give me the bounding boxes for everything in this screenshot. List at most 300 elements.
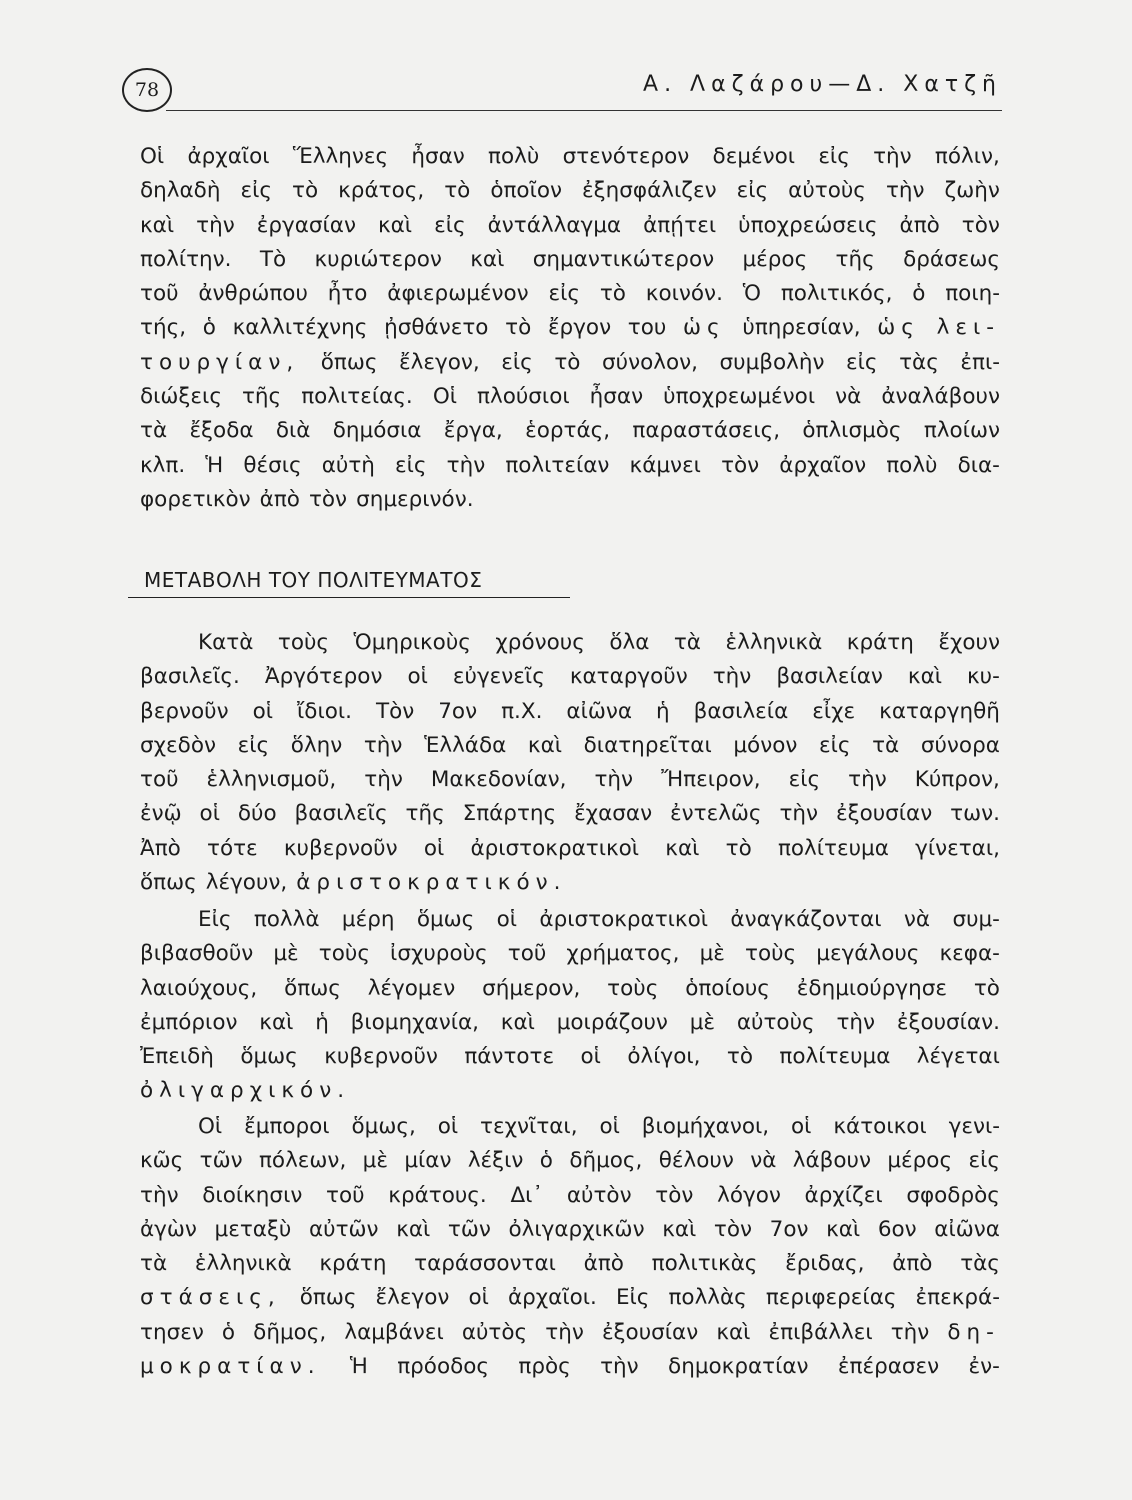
word: ὁ	[912, 281, 926, 307]
word: οἱ	[407, 664, 428, 690]
word: κυβερνοῦν	[324, 1044, 438, 1070]
word: ἦσαν	[411, 144, 465, 169]
word: μεταξὺ	[214, 1216, 292, 1242]
word: μοκρατίαν.	[140, 1354, 321, 1380]
paragraph-2	[140, 626, 1000, 900]
running-head: Α. Λαζάρου—Δ. Χατζῆ	[643, 72, 1002, 97]
word: ἡ	[656, 698, 670, 724]
word: τὴν	[196, 212, 235, 238]
word: πολλὰς	[668, 1285, 747, 1311]
word: σήμερον,	[482, 975, 581, 1001]
word: ἔλεγον	[375, 1285, 450, 1311]
word: ἀπὸ	[583, 1251, 624, 1277]
word: ὁ	[221, 1319, 236, 1345]
word: Οἱ	[198, 1114, 223, 1139]
word: βιομηχανία,	[350, 1009, 479, 1035]
word: τοὺς	[318, 941, 370, 967]
word: βιβασθοῦν	[140, 941, 254, 967]
text-line	[140, 1040, 1000, 1074]
word: νὰ	[835, 384, 862, 410]
word: πλούσιοι	[477, 384, 570, 410]
word: μίαν	[404, 1148, 452, 1174]
word: ἐπεκρά-	[915, 1285, 1000, 1311]
word: Σπάρτης	[462, 801, 557, 827]
word: ἰσχυροὺς	[390, 941, 488, 967]
word: εἰς	[395, 452, 427, 478]
word: ἑλληνικὰ	[725, 630, 823, 655]
word: εἰς	[788, 767, 821, 793]
word: ἀριστοκρατικόν.	[296, 870, 567, 896]
word: καὶ	[662, 1216, 697, 1242]
word: Ἀπὸ	[140, 835, 181, 861]
word: κάμνει	[629, 452, 701, 478]
word: ἐμπόριον	[140, 1009, 238, 1035]
word: κυ-	[967, 664, 1000, 690]
word: καὶ	[500, 1009, 535, 1035]
word: ἦτο	[327, 281, 368, 307]
word: Ἡ	[349, 1354, 368, 1380]
word: ὁποίους	[685, 975, 770, 1001]
page-number: 78	[122, 68, 172, 112]
word: πρὸς	[518, 1354, 571, 1380]
word: εὐγενεῖς	[452, 664, 545, 690]
text-line	[140, 1110, 1000, 1144]
text-line	[140, 380, 1000, 414]
word: π.Χ.	[501, 698, 543, 724]
word: τὸ	[505, 315, 532, 341]
paragraph-3	[140, 903, 1000, 1109]
word: κράτος,	[338, 178, 425, 204]
word: ἀπῄτει	[643, 212, 717, 238]
word: οἱ	[437, 1114, 459, 1139]
page-header	[122, 66, 1002, 112]
paragraph-4	[140, 1110, 1000, 1384]
word: καὶ	[527, 732, 563, 758]
word: χρήματος,	[566, 941, 680, 967]
word: δύο	[237, 801, 277, 827]
word: αὐτὴ	[321, 452, 375, 478]
word: ἀριστοκρατικοὶ	[470, 835, 640, 861]
word: ἀναγκάζονται	[730, 907, 882, 932]
word: ἴδιοι.	[297, 698, 352, 724]
word: ἀρχίζει	[804, 1182, 883, 1208]
word: τὴν	[545, 1319, 584, 1345]
word: τοῦ	[140, 281, 179, 307]
word: ὡς	[683, 315, 726, 341]
word: μὲ	[699, 941, 725, 967]
word: πολιτείαν	[505, 452, 610, 478]
word: τὴν	[600, 1354, 639, 1380]
word: καὶ	[259, 1009, 294, 1035]
word: ὅπως	[320, 349, 378, 375]
word: μεγάλους	[816, 941, 920, 967]
word: στενότερον	[562, 144, 690, 169]
word: μόνον	[733, 732, 798, 758]
word: ἀγὼν	[140, 1216, 197, 1242]
word: τὸ	[292, 178, 319, 204]
word: καὶ	[377, 212, 413, 238]
word: θέλουν	[658, 1148, 734, 1174]
word: ἐργασίαν	[256, 212, 356, 238]
word: καταργηθῆ	[879, 698, 1000, 724]
word: καὶ	[665, 835, 700, 861]
word: λει-	[936, 315, 1000, 341]
word: τὰ	[140, 418, 168, 444]
word: τότε	[207, 835, 258, 861]
paragraph-1	[140, 140, 1000, 517]
word: αἰῶνα	[934, 1216, 1000, 1242]
word: εἰς	[818, 144, 850, 169]
word: συμ-	[952, 907, 1000, 932]
text-line	[140, 1247, 1000, 1281]
word: τησεν	[140, 1319, 204, 1345]
word: βιομήχανοι,	[641, 1114, 770, 1139]
word: του	[627, 315, 667, 341]
word: ἐξουσίαν.	[896, 1009, 1000, 1035]
word: ταράσσονται	[414, 1251, 556, 1277]
word: Ἐπειδὴ	[140, 1044, 214, 1070]
word: ἔξοδα	[189, 418, 254, 444]
word: τουργίαν,	[140, 349, 300, 375]
word: τὴν	[873, 144, 912, 169]
word: τῶν	[447, 1216, 491, 1242]
word: ὁποῖον	[490, 178, 563, 204]
text-line	[140, 243, 1000, 277]
word: πρόοδος	[397, 1354, 490, 1380]
word: κῶς	[140, 1148, 184, 1174]
word: τὸ	[444, 178, 471, 204]
word: βασιλείαν	[776, 664, 883, 690]
word: ὅπως	[140, 870, 197, 896]
word: ἐπι-	[960, 349, 1000, 375]
word: ἀνθρώπου	[198, 281, 308, 307]
word: εἰς	[736, 178, 769, 204]
text-line	[140, 1281, 1000, 1315]
word: ὅπως	[299, 1285, 357, 1311]
word: τὴν	[712, 664, 752, 690]
word: ὁ	[202, 315, 216, 341]
text-line	[140, 626, 1000, 660]
word: τὸ	[599, 281, 626, 307]
word: τὴν	[848, 767, 887, 793]
word: Κύπρον,	[914, 767, 1000, 793]
word: τῶν	[199, 1148, 243, 1174]
word: ἐνῷ	[140, 801, 182, 827]
word: σύνορα	[920, 732, 1000, 758]
word: τὴν	[779, 801, 819, 827]
word: πόλιν,	[934, 144, 1000, 169]
word: συμβολὴν	[719, 349, 825, 375]
text-line	[140, 866, 1000, 900]
word: βασιλεῖς	[294, 801, 388, 827]
header-rule	[166, 110, 1002, 111]
word: τὴν	[594, 767, 634, 793]
word: 6ον	[877, 1216, 917, 1242]
word: λέξιν	[467, 1148, 524, 1174]
word: τὸν	[308, 486, 348, 512]
word: θέσις	[243, 452, 302, 478]
word: οἱ	[199, 801, 220, 827]
text-line	[140, 174, 1000, 208]
text-line	[140, 1074, 1000, 1108]
word: καλλιτέχνης	[232, 315, 368, 341]
word: ἑορτάς,	[525, 418, 611, 444]
word: εἰς	[846, 349, 878, 375]
word: ἐδημιούργησε	[796, 975, 947, 1001]
section-heading: ΜΕΤΑΒΟΛΗ ΤΟΥ ΠΟΛΙΤΕΥΜΑΤΟΣ	[144, 568, 483, 592]
word: ποιη-	[945, 281, 1000, 307]
word: κράτη	[319, 1251, 387, 1277]
word: κοινόν.	[645, 281, 723, 307]
word: οἱ	[580, 1044, 601, 1070]
text-line	[140, 311, 1000, 345]
word: ὁπλισμὸς	[802, 418, 902, 444]
word: Οἱ	[140, 144, 165, 169]
word: τὰ	[673, 630, 701, 655]
word: ἑλληνικὰ	[194, 1251, 292, 1277]
word: βασιλεία	[693, 698, 789, 724]
word: δηλαδὴ	[140, 178, 221, 204]
word: ἔλεγον,	[399, 349, 480, 375]
text-line	[140, 695, 1000, 729]
word: τῆς	[835, 246, 875, 272]
word: Ὁμηρικοὺς	[353, 630, 471, 655]
word: λαιούχους,	[140, 975, 258, 1001]
word: ὅμως,	[351, 1114, 416, 1139]
word: κλπ.	[140, 452, 186, 478]
text-line	[140, 1006, 1000, 1040]
word: λέγομεν	[367, 975, 456, 1001]
word: ὡς	[877, 315, 920, 341]
word: φορετικὸν	[140, 486, 251, 512]
word: λάβουν	[792, 1148, 871, 1174]
word: ἐπιβάλλει	[768, 1319, 873, 1345]
word: ἀριστοκρατικοὶ	[539, 907, 709, 932]
word: ὑποχρεώσεις	[738, 212, 878, 238]
word: οἱ	[468, 1285, 489, 1311]
word: ὅπως	[284, 975, 341, 1001]
word: αὐτῶν	[309, 1216, 379, 1242]
text-line	[140, 140, 1000, 174]
word: στάσεις,	[140, 1285, 281, 1311]
word: ἔμποροι	[244, 1114, 330, 1139]
text-line	[140, 972, 1000, 1006]
word: ἔχασαν	[574, 801, 653, 827]
text-line	[140, 903, 1000, 937]
word: εἰς	[548, 281, 581, 307]
word: οἱ	[423, 835, 445, 861]
word: ὅλην	[290, 732, 343, 758]
word: δῆμος,	[253, 1319, 327, 1345]
word: καταργοῦν	[569, 664, 688, 690]
word: πολιτικὰς	[651, 1251, 758, 1277]
word: Εἰς	[198, 907, 232, 932]
word: διώξεις	[140, 384, 222, 410]
word: ἐξουσίαν	[601, 1319, 699, 1345]
word: εἰς	[240, 178, 272, 204]
word: Ὁ	[742, 281, 761, 307]
word: τὴν	[140, 1182, 179, 1208]
word: τὰ	[872, 732, 900, 758]
text-line	[140, 832, 1000, 866]
word: δῆμος,	[569, 1148, 643, 1174]
word: κυριώτερον	[314, 246, 442, 272]
word: ἀπὸ	[899, 212, 940, 238]
word: σφοδρὸς	[906, 1182, 1000, 1208]
word: βερνοῦν	[140, 698, 229, 724]
word: ἀντάλλαγμα	[487, 212, 622, 238]
word: λόγον	[717, 1182, 781, 1208]
word: Ἀργότερον	[264, 664, 383, 690]
word: τὸ	[554, 349, 581, 375]
word: ἔχουν	[938, 630, 1000, 655]
word: ὀλιγαρχικόν.	[140, 1078, 351, 1104]
word: μὲ	[362, 1148, 388, 1174]
word: τοὺς	[745, 941, 797, 967]
text-line	[140, 797, 1000, 831]
word: βασιλεῖς.	[140, 664, 240, 690]
word: αὐτοὺς	[736, 1009, 815, 1035]
word: πολιτείας.	[301, 384, 413, 410]
text-line	[140, 937, 1000, 971]
word: τὸν	[655, 1182, 694, 1208]
word: τὸν	[721, 452, 760, 478]
word: ὀλιγαρχικῶν	[508, 1216, 645, 1242]
text-line	[140, 449, 1000, 483]
word: οἱ	[252, 698, 274, 724]
text-line	[140, 1213, 1000, 1247]
word: νὰ	[903, 907, 931, 932]
word: λαμβάνει	[344, 1319, 444, 1345]
word: τὸ	[725, 835, 752, 861]
word: ἦσαν	[589, 384, 644, 410]
word: τὴν	[885, 178, 925, 204]
word: καὶ	[716, 1319, 751, 1345]
word: ἔριδας,	[785, 1251, 865, 1277]
word: περιφερείας	[765, 1285, 897, 1311]
word: τὸν	[961, 212, 1000, 238]
word: οἱ	[599, 1114, 620, 1139]
word: δια-	[957, 452, 1000, 478]
word: δημόσια	[332, 418, 422, 444]
word: εἶχε	[812, 698, 856, 724]
word: Μακεδονίαν,	[430, 767, 567, 793]
word: οἱ	[791, 1114, 812, 1139]
word: κάτοικοι	[833, 1114, 927, 1139]
word: Οἱ	[432, 384, 458, 410]
word: μέρος	[742, 246, 808, 272]
word: τοὺς	[277, 630, 330, 655]
word: πολὺ	[488, 144, 540, 169]
word: διατηρεῖται	[583, 732, 712, 758]
word: Ἕλληνες	[292, 144, 389, 169]
word: μέρη	[341, 907, 395, 932]
word: Ἑλλάδα	[424, 732, 507, 758]
word: εἰς	[434, 212, 466, 238]
word: πολλὰ	[253, 907, 320, 932]
word: Δι᾿	[510, 1182, 544, 1208]
word: ᾐσθάνετο	[384, 315, 489, 341]
word: διοίκησιν	[202, 1182, 303, 1208]
word: γενι-	[948, 1114, 1000, 1139]
word: ὑπηρεσίαν,	[742, 315, 861, 341]
word: ἀρχαῖοι	[187, 144, 270, 169]
word: γίνεται,	[915, 835, 1000, 861]
word: ἀφιερωμένον	[387, 281, 529, 307]
word: ὅμως	[240, 1044, 298, 1070]
word: τὴν	[363, 732, 403, 758]
word: Εἰς	[615, 1285, 650, 1311]
word: μοιράζουν	[556, 1009, 668, 1035]
word: τὸ	[726, 1044, 754, 1070]
word: τεχνῖται,	[480, 1114, 578, 1139]
word: διὰ	[275, 418, 311, 444]
text-line	[140, 346, 1000, 380]
word: ἀρχαῖον	[779, 452, 867, 478]
text-line	[140, 277, 1000, 311]
word: τῆς	[241, 384, 282, 410]
word: αὐτὸς	[461, 1319, 528, 1345]
word: τὰ	[140, 1251, 168, 1277]
word: ἔργον	[547, 315, 612, 341]
word: τὸ	[973, 975, 1000, 1001]
word: τὰς	[899, 349, 939, 375]
word: μὲ	[273, 941, 299, 967]
word: τὰς	[960, 1251, 1000, 1277]
word: ἐν-	[968, 1354, 1000, 1380]
word: ὅλα	[609, 630, 650, 655]
word: πλοίων	[923, 418, 1000, 444]
word: Κατὰ	[198, 630, 254, 655]
word: ἐξουσίαν	[835, 801, 933, 827]
word: παραστάσεις,	[632, 418, 781, 444]
text-line	[140, 729, 1000, 763]
section-heading-underline	[128, 597, 570, 598]
word: κράτους.	[388, 1182, 487, 1208]
word: δράσεως	[903, 246, 1000, 272]
word: πολὺ	[886, 452, 938, 478]
word: πόλεων,	[258, 1148, 347, 1174]
word: ὀλίγοι,	[627, 1044, 701, 1070]
word: τὸν	[713, 1216, 753, 1242]
word: τοὺς	[607, 975, 659, 1001]
word: ἐξησφάλιζεν	[582, 178, 717, 204]
text-line	[140, 414, 1000, 448]
word: ἡ	[315, 1009, 329, 1035]
word: Ἡ	[205, 452, 224, 478]
word: Τὸν	[375, 698, 415, 724]
word: πολίτευμα	[779, 1044, 891, 1070]
word: νὰ	[750, 1148, 777, 1174]
word: ἀναλάβουν	[881, 384, 1000, 410]
word: καὶ	[907, 664, 943, 690]
word: ὅμως	[416, 907, 475, 932]
word: ζωὴν	[944, 178, 1000, 204]
word: τὴν	[890, 1319, 930, 1345]
word: τοῦ	[140, 767, 179, 793]
word: εἰς	[818, 732, 851, 758]
word: καὶ	[396, 1216, 431, 1242]
word: τής,	[140, 315, 187, 341]
text-line	[140, 483, 1000, 517]
word: 7ον	[438, 698, 478, 724]
word: Τὸ	[259, 246, 287, 272]
word: δημοκρατίαν	[668, 1354, 809, 1380]
word: ὁ	[539, 1148, 553, 1174]
word: τοῦ	[326, 1182, 365, 1208]
word: πολίτην.	[140, 246, 232, 272]
text-line	[140, 1350, 1000, 1384]
